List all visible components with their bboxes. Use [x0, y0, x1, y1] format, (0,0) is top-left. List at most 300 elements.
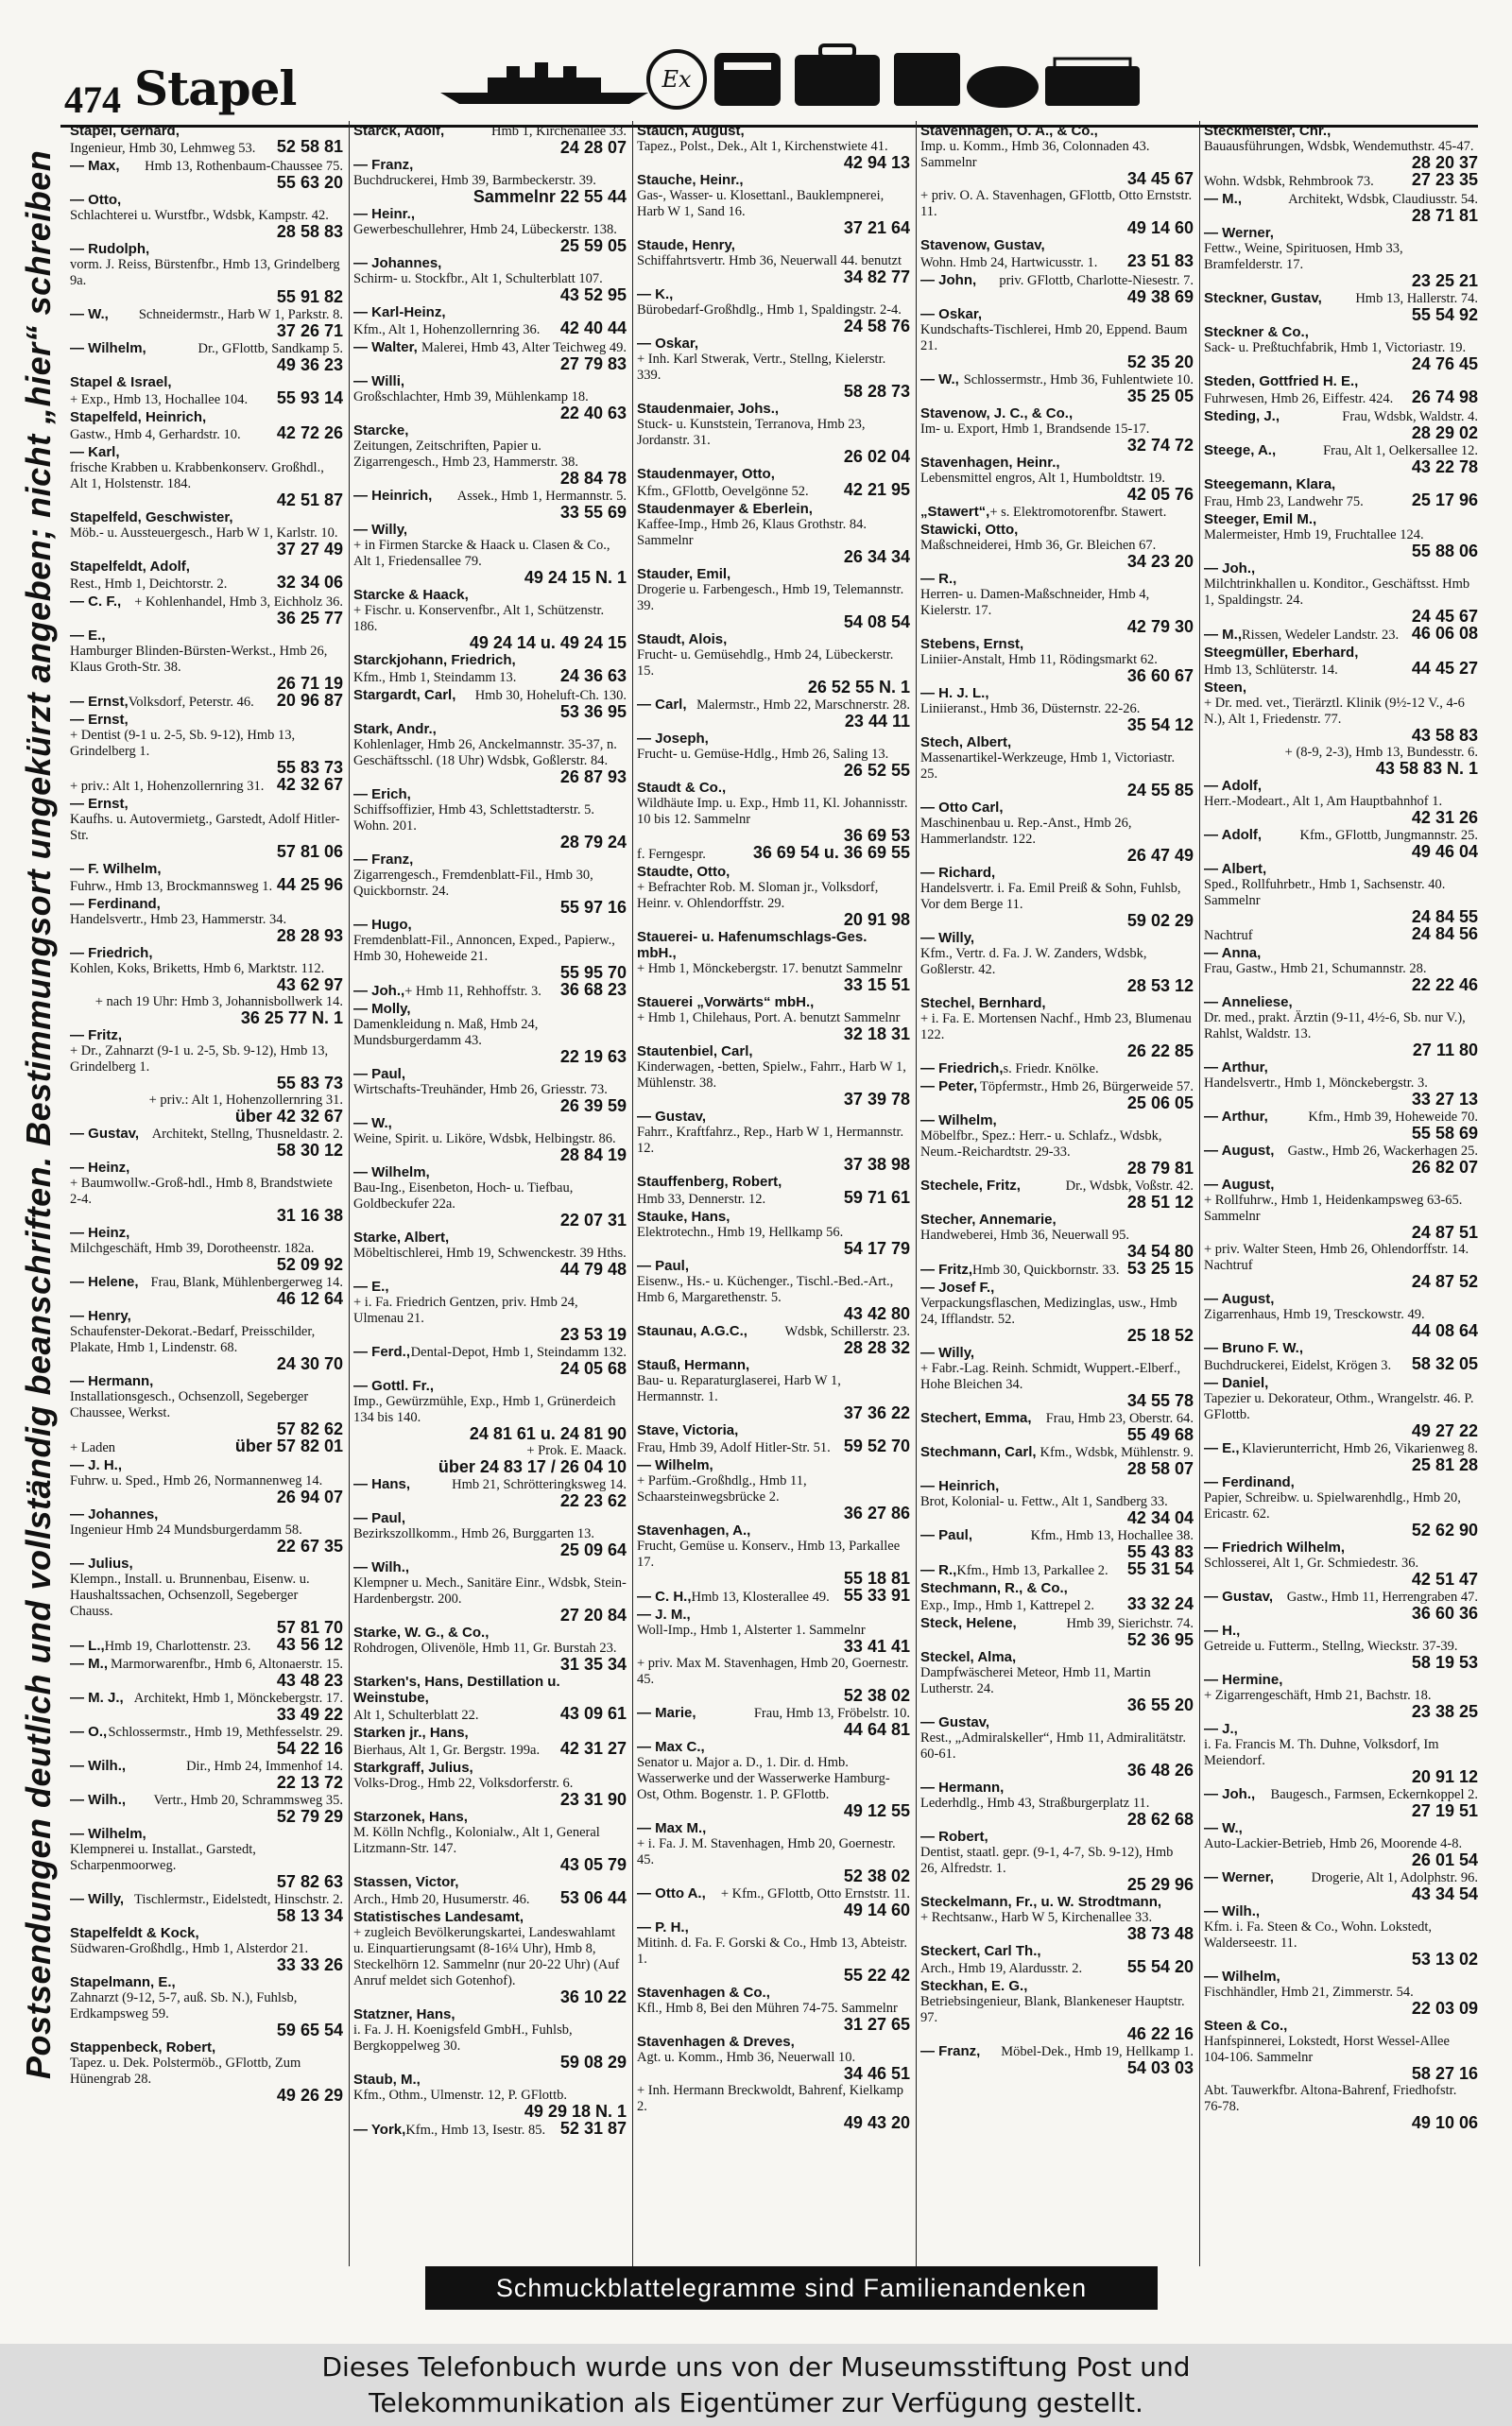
directory-columns	[66, 121, 1484, 2266]
entry-phone: 55 93 14	[276, 388, 343, 407]
entry-text: Tapezier u. Dekorateur, Othm., Wrangelstr. 46. P. GFlottb.	[1204, 1391, 1474, 1422]
entry-phone: 36 60 36	[1411, 1604, 1478, 1623]
entry-phone: 26 71 19	[276, 674, 343, 693]
entry-text: Bau-Ing., Eisenbeton, Hoch- u. Tiefbau, Goldbeckufer 22a.	[353, 1180, 574, 1212]
entry-phone: 49 29 18 N. 1	[524, 2102, 627, 2121]
directory-entry	[1204, 945, 1478, 993]
directory-entry	[1204, 191, 1478, 224]
entry-name: Stapel, Gerhard,	[70, 123, 180, 139]
directory-entry	[353, 1164, 627, 1229]
entry-name: — Joh.,	[1204, 1786, 1256, 1802]
entry-name: Steckner & Co.,	[1204, 324, 1309, 340]
entry-phone: über 42 32 67	[234, 1107, 343, 1126]
entry-phone: 23 38 25	[1411, 1702, 1478, 1721]
entry-phone: 23 25 21	[1411, 271, 1478, 290]
entry-phone: 43 42 80	[843, 1304, 910, 1323]
entry-text: Nachtruf	[1204, 928, 1253, 943]
entry-text: Hmb 30, Quickbornstr. 33.	[972, 1263, 1120, 1278]
directory-entry	[637, 994, 910, 1042]
entry-phone: 37 36 22	[843, 1403, 910, 1422]
directory-entry	[1204, 476, 1478, 510]
entry-phone: 55 58 69	[1411, 1124, 1478, 1143]
entry-name: — Hermann,	[70, 1373, 154, 1389]
entry-name: — W.,	[1204, 1820, 1243, 1836]
directory-entry	[353, 1909, 627, 2005]
entry-phone: 58 28 73	[843, 382, 910, 401]
entry-phone: 43 05 79	[559, 1855, 627, 1874]
entry-phone: 24 84 55	[1411, 907, 1478, 926]
entry-text: Milchtrinkhallen u. Konditor., Geschäftsst. Hmb 1, Spaldingstr. 24.	[1204, 576, 1470, 608]
entry-text: Wdsbk, Schillerstr. 23.	[784, 1324, 910, 1339]
entry-name: Steckelmann, Fr., u. W. Strodtmann,	[920, 1894, 1162, 1910]
entry-phone: 26 94 07	[276, 1488, 343, 1506]
directory-entry	[637, 780, 910, 844]
directory-entry	[1204, 926, 1478, 944]
entry-phone: 36 68 23	[559, 980, 627, 999]
entry-phone: 23 31 90	[559, 1790, 627, 1809]
entry-phone: 49 46 04	[1411, 842, 1478, 861]
entry-name: — Friedrich,	[70, 945, 153, 961]
directory-entry	[637, 731, 910, 779]
directory-entry	[70, 945, 343, 993]
directory-entry	[1204, 2018, 1478, 2082]
directory-entry	[920, 455, 1194, 503]
emblem-icon	[648, 51, 705, 108]
entry-name: Steden, Gottfried H. E.,	[1204, 373, 1359, 389]
directory-entry	[920, 1410, 1194, 1443]
entry-name: — Karl,	[70, 444, 120, 460]
entry-name: Stechel, Bernhard,	[920, 995, 1046, 1011]
directory-entry	[920, 1714, 1194, 1779]
entry-name: — Daniel,	[1204, 1375, 1269, 1391]
entry-name: Starke, W. G., & Co.,	[353, 1625, 490, 1641]
entry-text: + Fischr. u. Konservenfbr., Alt 1, Schützenstr. 186.	[353, 603, 605, 634]
directory-entry	[1204, 1903, 1478, 1968]
directory-entry	[637, 1043, 910, 1108]
entry-phone: 26 47 49	[1126, 846, 1194, 865]
entry-phone: 35 54 12	[1126, 715, 1194, 734]
directory-entry	[1204, 1540, 1478, 1588]
entry-text: Kfm., Vertr. d. Fa. J. W. Zanders, Wdsbk, Goßlerstr. 42.	[920, 946, 1147, 977]
directory-entry	[70, 1826, 343, 1890]
directory-entry	[920, 306, 1194, 370]
directory-entry	[1204, 1474, 1478, 1539]
entry-text: Hmb 21, Schrötteringksweg 14.	[452, 1477, 627, 1492]
entry-text: Frucht, Gemüse u. Konserv., Hmb 13, Parkallee 17.	[637, 1539, 901, 1570]
directory-entry	[70, 796, 343, 860]
entry-name: — Wilh.,	[353, 1559, 410, 1575]
entry-phone: 49 12 55	[843, 1801, 910, 1820]
entry-phone: 44 08 64	[1411, 1321, 1478, 1340]
directory-entry	[637, 1258, 910, 1322]
entry-text: Ingenieur Hmb 24 Mundsburgerdamm 58.	[70, 1523, 302, 1538]
directory-entry	[637, 1323, 910, 1356]
entry-phone: 31 35 34	[559, 1655, 627, 1674]
entry-text: + Rollfuhrw., Hmb 1, Heidenkampsweg 63-65. Sammelnr	[1204, 1193, 1463, 1224]
entry-name: Staudt & Co.,	[637, 780, 727, 796]
entry-text: Bezirkszollkomm., Hmb 26, Burggarten 13.	[353, 1526, 595, 1541]
entry-text: Hanfspinnerei, Lokstedt, Horst Wessel-Allee 104-106. Sammelnr	[1204, 2034, 1450, 2065]
entry-text: Kfm., GFlottb, Jungmannstr. 25.	[1299, 828, 1478, 843]
entry-name: — Anneliese,	[1204, 994, 1293, 1010]
directory-entry	[353, 721, 627, 785]
directory-entry	[920, 1078, 1194, 1111]
directory-entry	[353, 339, 627, 372]
entry-phone: 43 62 97	[276, 975, 343, 994]
directory-entry	[70, 1792, 343, 1825]
entry-text: Ingenieur, Hmb 30, Lehmweg 53.	[70, 141, 256, 156]
entry-phone: 42 79 30	[1126, 617, 1194, 636]
entry-phone: 24 58 76	[843, 317, 910, 336]
entry-text: Kinderwagen, -betten, Spielw., Fahrr., Harb W 1, Mühlenstr. 38.	[637, 1059, 906, 1091]
entry-phone: 22 19 63	[559, 1047, 627, 1066]
directory-entry	[920, 1780, 1194, 1828]
entry-text: Installationsgesch., Ochsenzoll, Segeberger Chaussee, Werkst.	[70, 1389, 309, 1420]
entry-name: — Joh.,	[1204, 560, 1256, 576]
entry-name: Steckmeister, Chr.,	[1204, 123, 1332, 139]
directory-entry	[353, 2006, 627, 2071]
entry-phone: 36 27 86	[843, 1504, 910, 1523]
entry-name: — Ernst,	[70, 796, 129, 812]
entry-name: — Wilhelm,	[70, 340, 146, 356]
entry-name: — Hermine,	[1204, 1672, 1283, 1688]
entry-phone: 59 52 70	[843, 1437, 910, 1455]
entry-phone: 54 03 03	[1126, 2058, 1194, 2077]
directory-entry	[1204, 560, 1478, 625]
directory-entry	[920, 1561, 1194, 1579]
entry-name: Steckhan, E. G.,	[920, 1978, 1028, 1994]
entry-text: Volksdorf, Peterstr. 46.	[128, 695, 254, 710]
entry-text: Frau, Hmb 23, Landwehr 75.	[1204, 494, 1364, 509]
entry-text: Schlossermstr., Hmb 19, Methfesselstr. 29.	[108, 1725, 343, 1740]
entry-name: — Max C.,	[637, 1739, 705, 1755]
entry-text: Alt 1, Schulterblatt 22.	[353, 1708, 479, 1723]
entry-name: Stautenbiel, Carl,	[637, 1043, 753, 1059]
entry-name: — Werner,	[1204, 1869, 1274, 1885]
entry-phone: 44 64 81	[843, 1720, 910, 1739]
entry-text: Wildhäute Imp. u. Exp., Hmb 11, Kl. Johannisstr. 10 bis 12. Sammelnr	[637, 796, 908, 827]
entry-name: — Otto Carl,	[920, 800, 1004, 816]
entry-phone: 28 71 81	[1411, 206, 1478, 225]
entry-text: + Inh. Hermann Breckwoldt, Bahrenf, Kielkamp 2.	[637, 2083, 903, 2114]
directory-entry	[920, 930, 1194, 994]
entry-phone: 42 21 95	[843, 480, 910, 499]
entry-text: Südwaren-Großhdlg., Hmb 1, Alsterdor 21.	[70, 1941, 309, 1956]
entry-text: + s. Elektromotorenfbr. Stawert.	[989, 505, 1167, 520]
directory-entry	[70, 559, 343, 593]
entry-phone: 35 25 05	[1126, 387, 1194, 405]
entry-name: — Henry,	[70, 1308, 131, 1324]
directory-entry	[637, 2034, 910, 2082]
entry-name: Starken's, Hans, Destillation u. Weinstube,	[353, 1674, 560, 1706]
entry-phone: 49 14 60	[1126, 218, 1194, 237]
entry-name: — Karl-Heinz,	[353, 304, 446, 320]
entry-name: Stauder, Emil,	[637, 566, 731, 582]
entry-phone: 24 28 07	[559, 138, 627, 157]
entry-text: Bierhaus, Alt 1, Gr. Bergstr. 199a.	[353, 1743, 541, 1758]
entry-text: Schlosserei, Alt 1, Gr. Schmiedestr. 36.	[1204, 1556, 1419, 1571]
directory-entry	[353, 255, 627, 303]
entry-phone: 20 91 12	[1411, 1767, 1478, 1786]
directory-entry	[1204, 1721, 1478, 1785]
entry-text: Architekt, Stellng, Thusneldastr. 2.	[151, 1127, 343, 1142]
entry-name: Steegemann, Klara,	[1204, 476, 1336, 492]
directory-entry	[920, 1943, 1194, 1977]
entry-name: Staudt, Alois,	[637, 631, 728, 647]
directory-entry	[70, 192, 343, 240]
entry-name: Starck, Adolf,	[353, 123, 445, 139]
entry-name: — Arthur,	[1204, 1059, 1268, 1075]
entry-text: Kfm., Alt 1, Hohenzollernring 36.	[353, 322, 541, 337]
entry-phone: 57 82 63	[276, 1872, 343, 1891]
entry-text: Wirtschafts-Treuhänder, Hmb 26, Griesstr. 73.	[353, 1082, 608, 1097]
entry-phone: 42 51 47	[1411, 1570, 1478, 1589]
directory-entry	[1204, 1440, 1478, 1473]
entry-name: — Wilhelm,	[1204, 1969, 1280, 1985]
directory-entry	[70, 1724, 343, 1757]
directory-entry	[920, 865, 1194, 929]
entry-name: — M. J.,	[70, 1690, 124, 1706]
directory-entry	[353, 1809, 627, 1873]
entry-phone: 26 34 34	[843, 547, 910, 566]
entry-name: Staudenmayer, Otto,	[637, 466, 775, 482]
entry-text: Getreide u. Futterm., Stellng, Wieckstr. 37-39.	[1204, 1639, 1458, 1654]
entry-text: Handelsvertr., Hmb 23, Hammerstr. 34.	[70, 912, 287, 927]
entry-name: Stech, Albert,	[920, 734, 1012, 750]
directory-entry	[353, 917, 627, 981]
entry-phone: 52 62 90	[1411, 1521, 1478, 1540]
entry-text: Papier, Schreibw. u. Spielwarenhdlg., Hmb 20, Ericastr. 62.	[1204, 1490, 1461, 1522]
entry-phone: 34 46 51	[843, 2064, 910, 2083]
entry-phone: 24 30 70	[276, 1354, 343, 1373]
entry-text: Liniier-Anstalt, Hmb 11, Rödingsmarkt 62.	[920, 652, 1158, 667]
entry-text: + Zigarrengeschäft, Hmb 21, Bachstr. 18.	[1204, 1688, 1432, 1703]
entry-text: Kfm., Hmb 13, Isestr. 85.	[405, 2123, 546, 2138]
entry-phone: 36 69 53	[843, 826, 910, 845]
entry-name: Steckner, Gustav,	[1204, 290, 1322, 306]
directory-entry	[353, 206, 627, 254]
entry-phone: 33 55 69	[559, 503, 627, 522]
entry-text: Malerei, Hmb 43, Alter Teichweg 49.	[421, 340, 627, 355]
entry-name: — Carl,	[637, 697, 687, 713]
entry-phone: 25 81 28	[1411, 1455, 1478, 1474]
entry-text: Hmb 33, Dennerstr. 12.	[637, 1192, 766, 1207]
entry-name: — Albert,	[1204, 861, 1267, 877]
directory-entry	[1204, 290, 1478, 323]
directory-entry	[70, 594, 343, 627]
entry-phone: 28 51 12	[1126, 1193, 1194, 1212]
directory-entry	[353, 123, 627, 156]
entry-text: Kaufhs. u. Autovermietg., Garstedt, Adolf Hitler-Str.	[70, 812, 340, 843]
entry-text: i. Fa. J. H. Koenigsfeld GmbH., Fuhlsb, Bergkoppelweg 30.	[353, 2022, 573, 2054]
entry-phone: 32 34 06	[276, 573, 343, 592]
entry-phone: 34 55 78	[1126, 1391, 1194, 1410]
entry-text: i. Fa. Francis M. Th. Duhne, Volksdorf, Im Meiendorf.	[1204, 1737, 1439, 1768]
directory-entry	[70, 1656, 343, 1689]
entry-phone: 42 72 26	[276, 423, 343, 442]
entry-text: Hmb 13, Klosterallee 49.	[691, 1590, 830, 1605]
entry-text: Betriebsingenieur, Blank, Blankeneser Hauptstr. 97.	[920, 1994, 1185, 2025]
entry-name: — Friedrich,	[920, 1060, 1004, 1076]
entry-text: Drogerie u. Farbengesch., Hmb 19, Telemannstr. 39.	[637, 582, 904, 613]
entry-name: — Erich,	[353, 786, 411, 802]
entry-text: Bau- u. Reparaturglaserei, Harb W 1, Hermannstr. 1.	[637, 1373, 841, 1404]
directory-entry	[353, 1066, 627, 1114]
ship-icon	[440, 62, 648, 104]
directory-entry	[920, 504, 1194, 521]
entry-text: Kfm., Hmb 1, Steindamm 13.	[353, 670, 517, 685]
telephone-icon	[714, 53, 781, 106]
entry-phone: 52 79 29	[276, 1807, 343, 1826]
entry-name: Steegmüller, Eberhard,	[1204, 645, 1359, 661]
entry-phone: 49 43 20	[843, 2113, 910, 2132]
entry-text: Kfm., Othm., Ulmenstr. 12, P. GFlottb.	[353, 2088, 567, 2103]
entry-name: Starcke & Haack,	[353, 587, 469, 603]
column-4	[917, 121, 1200, 2266]
entry-text: + Hmb 1, Mönckebergstr. 17. benutzt Sammelnr	[637, 961, 902, 976]
entry-phone: 28 20 37	[1411, 153, 1478, 172]
entry-text: Marmorwarenfbr., Hmb 6, Altonaerstr. 15.	[110, 1657, 343, 1672]
directory-entry	[70, 1457, 343, 1505]
entry-phone: 32 18 31	[843, 1024, 910, 1043]
directory-entry	[637, 1422, 910, 1456]
entry-text: + Dr. med. vet., Tierärztl. Klinik (9½-12 V., 4-6 N.), Alt 1, Friedenstr. 77.	[1204, 696, 1465, 727]
entry-name: — August,	[1204, 1177, 1275, 1193]
footer-banner: Schmuckblattelegramme sind Familienandenken	[425, 2266, 1158, 2310]
directory-entry	[70, 1758, 343, 1791]
entry-text: Sped., Rollfuhrbetr., Hmb 1, Sachsenstr. 40. Sammelnr	[1204, 877, 1446, 908]
entry-text: Bauausführungen, Wdsbk, Wendemuthstr. 45-47.	[1204, 139, 1474, 154]
entry-name: — Molly,	[353, 1001, 411, 1017]
entry-phone: 22 22 46	[1411, 975, 1478, 994]
entry-text: Fuhrwesen, Hmb 26, Eiffestr. 424.	[1204, 391, 1394, 406]
entry-name: Stauche, Heinr.,	[637, 172, 744, 188]
entry-text: Möbel-Dek., Hmb 19, Hellkamp 1.	[1001, 2044, 1194, 2059]
entry-phone: 55 54 92	[1411, 305, 1478, 324]
entry-text: Eisenw., Hs.- u. Küchenger., Tischl.-Bed.-Art., Hmb 6, Margarethenstr. 5.	[637, 1274, 894, 1305]
directory-entry	[1204, 680, 1478, 744]
entry-name: — Paul,	[353, 1510, 406, 1526]
entry-phone: 28 62 68	[1126, 1810, 1194, 1829]
entry-text: + Exp., Hmb 13, Hochallee 104.	[70, 392, 249, 407]
svg-text:Ex: Ex	[662, 66, 692, 93]
entry-name: — Wilhelm,	[920, 1112, 997, 1128]
directory-entry	[920, 1178, 1194, 1211]
entry-text: + Hmb 11, Rehhoffstr. 3.	[404, 984, 541, 999]
entry-name: — L.,	[70, 1638, 105, 1654]
directory-entry	[1204, 1623, 1478, 1671]
entry-text: + priv. O. A. Stavenhagen, GFlottb, Otto Ernststr. 11.	[920, 188, 1193, 219]
entry-name: — Helene,	[70, 1274, 139, 1290]
entry-text: Töpfermstr., Hmb 26, Bürgerweide 57.	[979, 1079, 1194, 1094]
directory-entry	[637, 1209, 910, 1257]
directory-entry	[70, 374, 343, 408]
entry-phone: 52 09 92	[276, 1255, 343, 1274]
entry-phone: 31 16 38	[276, 1206, 343, 1225]
entry-name: — Hans,	[353, 1476, 411, 1492]
entry-phone: 33 15 51	[843, 975, 910, 994]
entry-phone: 33 41 41	[843, 1637, 910, 1656]
entry-text: s. Friedr. Knölke.	[1003, 1061, 1099, 1076]
entry-text: + priv.: Alt 1, Hohenzollernring 31.	[70, 779, 265, 794]
directory-entry	[70, 1637, 343, 1655]
entry-phone: 55 83 73	[276, 758, 343, 777]
entry-text: Kfm., Wdsbk, Mühlenstr. 9.	[1040, 1445, 1194, 1460]
entry-name: — Gustav,	[637, 1109, 707, 1125]
entry-text: Imp. u. Komm., Hmb 36, Colonnaden 43. Sammelnr	[920, 139, 1150, 170]
entry-text: Herr.-Modeart., Alt 1, Am Hauptbahnhof 1.	[1204, 794, 1443, 809]
entry-name: — Max,	[70, 158, 120, 174]
entry-name: — John,	[920, 272, 977, 288]
entry-phone: 54 22 16	[276, 1739, 343, 1758]
entry-phone: 55 95 70	[559, 963, 627, 982]
entry-name: Stave, Victoria,	[637, 1422, 739, 1438]
entry-text: frische Krabben u. Krabbenkonserv. Großhdl., Alt 1, Holstenstr. 184.	[70, 460, 324, 491]
entry-phone: 22 40 63	[559, 404, 627, 422]
entry-text: Großschlachter, Hmb 39, Mühlenkamp 18.	[353, 389, 589, 404]
directory-entry	[353, 373, 627, 422]
entry-text: Arch., Hmb 19, Alardusstr. 2.	[920, 1961, 1083, 1976]
directory-entry	[1204, 1059, 1478, 1108]
entry-name: — Adolf,	[1204, 827, 1263, 843]
entry-text: Möbeltischlerei, Hmb 19, Schwenckestr. 39 Hths.	[353, 1246, 627, 1261]
entry-phone: 43 22 78	[1411, 457, 1478, 476]
entry-name: — M.,	[70, 1656, 108, 1672]
entry-name: — Arthur,	[1204, 1109, 1268, 1125]
entry-name: — H. J. L.,	[920, 685, 989, 701]
entry-name: — Johannes,	[70, 1506, 159, 1523]
entry-name: — Friedrich Wilhelm,	[1204, 1540, 1346, 1556]
directory-entry	[1204, 645, 1478, 679]
entry-text: + Dr., Zahnarzt (9-1 u. 2-5, Sb. 9-12), Hmb 13, Grindelberg 1.	[70, 1043, 329, 1075]
directory-entry	[1204, 1143, 1478, 1176]
directory-entry	[353, 1725, 627, 1759]
entry-phone: 36 25 77 N. 1	[240, 1008, 343, 1027]
entry-text: + Fabr.-Lag. Reinh. Schmidt, Wuppert.-Elberf., Hohe Bleichen 34.	[920, 1361, 1181, 1392]
directory-entry	[920, 371, 1194, 404]
entry-phone: 20 91 98	[843, 910, 910, 929]
entry-phone: 37 38 98	[843, 1155, 910, 1174]
entry-phone: 28 58 83	[276, 222, 343, 241]
entry-phone: Sammelnr 22 55 44	[472, 187, 627, 206]
entry-name: — Willi,	[353, 373, 405, 389]
entry-name: — Otto,	[70, 192, 122, 208]
entry-phone: 55 43 83	[1126, 1542, 1194, 1561]
entry-text: Tapez. u. Dek. Polstermöb., GFlottb, Zum Hünengrab 28.	[70, 2056, 301, 2087]
entry-phone: 59 08 29	[559, 2053, 627, 2072]
entry-text: Gas-, Wasser- u. Klosettanl., Bauklempnerei, Harb W 1, Sand 16.	[637, 188, 885, 219]
entry-text: f. Ferngespr.	[637, 847, 706, 862]
directory-entry	[920, 272, 1194, 305]
entry-phone: 28 58 07	[1126, 1459, 1194, 1478]
entry-text: + Inh. Karl Stwerak, Vertr., Stellng, Kielerstr. 339.	[637, 352, 886, 383]
directory-entry	[637, 1885, 910, 1918]
directory-entry	[70, 628, 343, 692]
entry-text: + priv. Walter Steen, Hmb 26, Ohlendorffstr. 14. Nachtruf	[1204, 1242, 1469, 1273]
entry-text: Mitinh. d. Fa. F. Gorski & Co., Hmb 13, Abteistr. 1.	[637, 1936, 908, 1967]
entry-text: Imp., Gewürzmühle, Exp., Hmb 1, Grünerdeich 134 bis 140.	[353, 1394, 616, 1425]
entry-phone: 26 87 93	[559, 767, 627, 786]
entry-text: Zigarrengesch., Fremdenblatt-Fil., Hmb 30, Quickbornstr. 24.	[353, 868, 593, 899]
directory-entry	[920, 2043, 1194, 2076]
entry-phone: 59 02 29	[1126, 911, 1194, 930]
entry-phone: 36 69 54 u. 36 69 55	[752, 843, 910, 862]
entry-text: Frau, Blank, Mühlenbergerweg 14.	[150, 1275, 343, 1290]
entry-phone: 55 33 91	[843, 1586, 910, 1605]
entry-text: Buchdruckerei, Eidelst, Krögen 3.	[1204, 1358, 1392, 1373]
entry-text: Fuhrw., Hmb 13, Brockmannsweg 1.	[70, 879, 273, 894]
directory-entry	[637, 336, 910, 400]
